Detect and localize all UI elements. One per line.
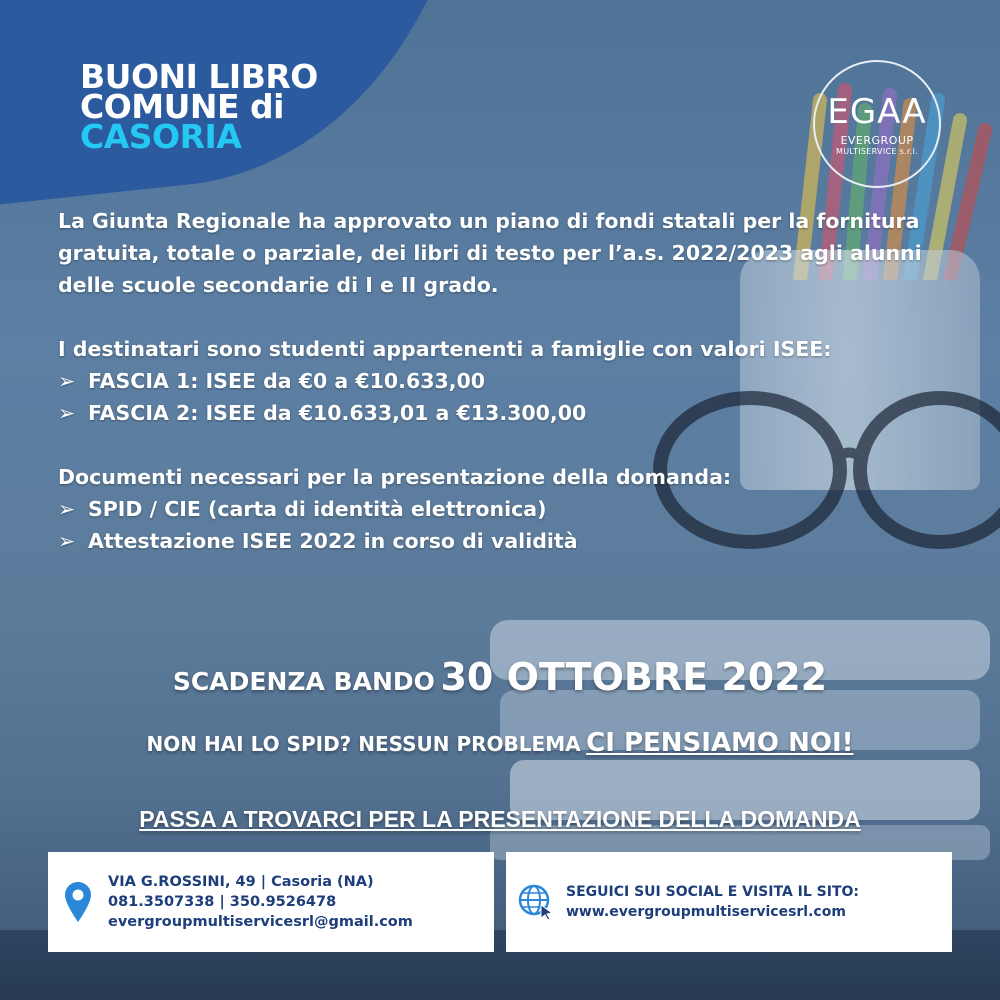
document-isee: Attestazione ISEE 2022 in corso di validità bbox=[88, 529, 578, 553]
fascia-1: FASCIA 1: ISEE da €0 a €10.633,00 bbox=[88, 369, 486, 393]
globe-cursor-icon bbox=[506, 883, 566, 921]
spid-answer: CI PENSIAMO NOI! bbox=[586, 728, 854, 758]
arrow-bullet-icon: ➢ bbox=[58, 401, 76, 425]
contact-lines bbox=[108, 872, 413, 932]
title-line-1: BUONI LIBRO bbox=[80, 57, 318, 96]
contact-card bbox=[48, 852, 494, 952]
logo-subtitle: MULTISERVICE s.r.l. bbox=[836, 147, 918, 156]
arrow-bullet-icon: ➢ bbox=[58, 369, 76, 393]
title-line-3: CASORIA bbox=[80, 117, 242, 156]
list-item bbox=[58, 365, 948, 397]
recipients-intro: I destinatari sono studenti appartenenti a famiglie con valori ISEE: bbox=[58, 337, 832, 361]
company-logo bbox=[813, 60, 941, 188]
visit-us-heading: PASSA A TROVARCI PER LA PRESENTAZIONE DELLA DOMANDA bbox=[139, 806, 861, 832]
social-lines bbox=[566, 882, 859, 922]
logo-mark: EGAA bbox=[827, 92, 927, 132]
website-link[interactable]: www.evergroupmultiservicesrl.com bbox=[566, 904, 846, 920]
deadline-date: 30 OTTOBRE 2022 bbox=[440, 655, 828, 699]
social-heading: SEGUICI SUI SOCIAL E VISITA IL SITO: bbox=[566, 884, 859, 900]
location-pin-icon bbox=[48, 882, 108, 922]
deadline-banner bbox=[0, 655, 1000, 699]
intro-paragraph: La Giunta Regionale ha approvato un piano di fondi statali per la fornitura gratuita, totale o parziale, dei libri di testo per l’a.s. 2022/2023 agli alunni delle scuole secondarie di I e II grado. bbox=[58, 209, 922, 297]
document-spid: SPID / CIE (carta di identità elettronica) bbox=[88, 497, 547, 521]
title-line-2: COMUNE di bbox=[80, 87, 284, 126]
contact-email[interactable]: evergroupmultiservicesrl@gmail.com bbox=[108, 914, 413, 930]
arrow-bullet-icon: ➢ bbox=[58, 529, 76, 553]
social-card bbox=[506, 852, 952, 952]
contact-phones[interactable]: 081.3507338 | 350.9526478 bbox=[108, 894, 337, 910]
main-text bbox=[58, 205, 948, 589]
logo-name: EVERGROUP bbox=[840, 134, 914, 147]
documents-intro: Documenti necessari per la presentazione della domanda: bbox=[58, 465, 732, 489]
arrow-bullet-icon: ➢ bbox=[58, 497, 76, 521]
list-item bbox=[58, 397, 948, 429]
fascia-2: FASCIA 2: ISEE da €10.633,01 a €13.300,00 bbox=[88, 401, 587, 425]
deadline-label: SCADENZA BANDO bbox=[172, 667, 435, 696]
contact-address: VIA G.ROSSINI, 49 | Casoria (NA) bbox=[108, 874, 374, 890]
spid-banner bbox=[0, 728, 1000, 758]
list-item bbox=[58, 493, 948, 525]
documents-section bbox=[58, 461, 948, 557]
spid-question: NON HAI LO SPID? NESSUN PROBLEMA bbox=[146, 732, 581, 756]
list-item bbox=[58, 525, 948, 557]
recipients-section bbox=[58, 333, 948, 429]
poster-title bbox=[80, 57, 318, 156]
